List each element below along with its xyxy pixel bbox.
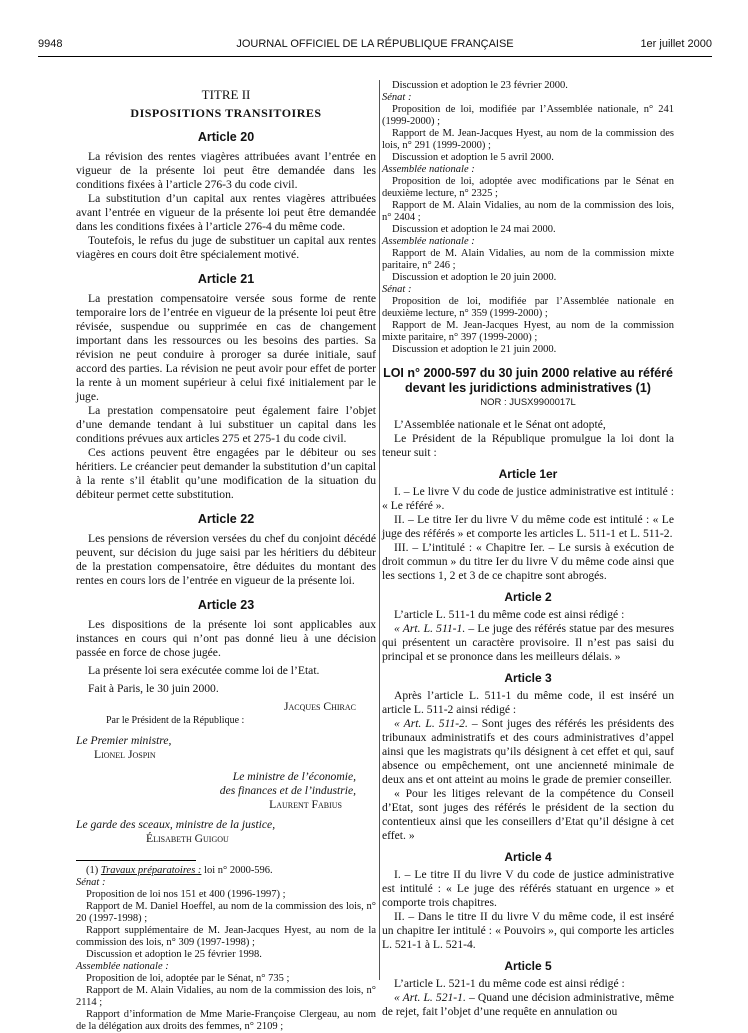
article-heading: Article 23 [197, 598, 255, 612]
article-heading: Article 5 [504, 959, 552, 973]
paragraph: La substitution d’un capital aux rentes viagères attribuées avant l’entrée en vigueur de la présente loi peut être demandée dans les conditions fixées à l’article 276-4 du même code. [76, 192, 376, 233]
paragraph [382, 622, 674, 664]
paragraph: I. – Le livre V du code de justice administrative est intitulé : « Le référé ». [382, 485, 674, 512]
footnote-chamber: Assemblée nationale : [76, 961, 169, 972]
footnote-chamber: Assemblée nationale : [382, 164, 475, 175]
footnote-line: Proposition de loi, modifiée par l’Assemblée nationale en deuxième lecture, n° 359 (1999-2000) ; [382, 296, 674, 319]
paragraph: I. – Le titre II du livre V du code de justice administrative est intitulé : « Le juge des référés statuant en urgence » et comporte trois chapitres. [382, 868, 674, 909]
left-column [76, 80, 376, 1033]
footnote-line: Rapport de M. Alain Vidalies, au nom de la commission mixte paritaire, n° 246 ; [382, 248, 674, 271]
page-header [38, 38, 712, 57]
footnote-line: Rapport de M. Jean-Jacques Hyest, au nom de la commission mixte paritaire, n° 397 (1999-2000) ; [382, 320, 674, 343]
paragraph [382, 991, 674, 1019]
signature-name: Laurent Fabius [269, 798, 342, 811]
titre-heading: TITRE II [201, 87, 251, 102]
article-reference: « Art. L. 511-2. [394, 717, 468, 730]
page-number: 9948 [38, 38, 63, 50]
paragraph: La prestation compensatoire peut également faire l’objet d’une demande tendant à lui substituer un capital dans les conditions prévues aux articles 275 et 275-1 du code civil. [76, 404, 376, 445]
right-column [382, 80, 674, 1019]
journal-title: JOURNAL OFFICIEL DE LA RÉPUBLIQUE FRANÇAISE [236, 38, 514, 50]
footnote-chamber: Sénat : [382, 92, 412, 103]
signature-name: Lionel Jospin [94, 748, 156, 761]
issue-date: 1er juillet 2000 [640, 38, 712, 50]
article-reference: « Art. L. 511-1. [394, 622, 466, 635]
article-heading: Article 21 [197, 272, 255, 286]
paragraph: La prestation compensatoire versée sous forme de rente temporaire lors de l’entrée en vigueur de la présente loi peut être révisée, suspendue ou supprimée en cas de changement important dans les ressources ou les besoins des parties. Sa révision ne peut conduire à proroger sa durée initiale, sauf accord des parties. La révision ne peut avoir pour effet de porter la rente à un moment supérieur à celui fixé initialement par le juge. [76, 292, 376, 403]
nor-reference: NOR : JUSX9900017L [480, 397, 576, 408]
footnote-chamber: Sénat : [76, 877, 106, 888]
paragraph [382, 717, 674, 787]
footnote-line: Discussion et adoption le 21 juin 2000. [392, 344, 557, 355]
footnote-chamber: Assemblée nationale : [382, 236, 475, 247]
footnote-line: Discussion et adoption le 23 février 2000. [392, 80, 568, 91]
signature-name: Élisabeth Guigou [146, 832, 229, 845]
signature-caption: Par le Président de la République : [106, 715, 245, 726]
paragraph-text: – Quand une décision administrative, même de rejet, fait l’objet d’une requête en annulation ou [382, 991, 674, 1018]
footnotes [76, 865, 376, 1033]
article-heading: Article 4 [504, 850, 552, 864]
column-divider [379, 80, 380, 980]
paragraph: III. – L’intitulé : « Chapitre Ier. – Le sursis à exécution de droit commun » du titre Ier du livre V du même code ainsi que les sections 1, 2 et 3 de ce chapitre sont abrogés. [382, 541, 674, 582]
paragraph: La présente loi sera exécutée comme loi de l’Etat. [88, 664, 320, 677]
article-heading: Article 2 [504, 590, 552, 604]
footnote-line: Rapport de M. Alain Vidalies, au nom de la commission des lois, n° 2114 ; [76, 985, 376, 1008]
footnote-rule [76, 860, 196, 861]
paragraph: II. – Dans le titre II du livre V du même code, il est inséré un chapitre Ier intitulé : « Pouvoirs », qui comporte les articles L. 521-1 à L. 521-4. [382, 910, 674, 951]
article-reference: « Art. L. 521-1. [394, 991, 466, 1004]
footnote-text: loi n° 2000-596. [201, 865, 273, 876]
paragraph: Les dispositions de la présente loi sont applicables aux instances en cours qui n’ont pas donné lieu à une décision passée en force de chose jugée. [76, 618, 376, 659]
article-heading: Article 22 [197, 512, 255, 526]
footnote-label: Travaux préparatoires : [100, 865, 202, 876]
signature-title: Le garde des sceaux, ministre de la justice, [76, 818, 276, 831]
footnote-line: Rapport de M. Daniel Hoeffel, au nom de la commission des lois, n° 20 (1997-1998) ; [76, 901, 376, 924]
paragraph: L’article L. 521-1 du même code est ainsi rédigé : [394, 977, 625, 990]
signature-title: Le Premier ministre, [76, 734, 172, 747]
footnote-line: Discussion et adoption le 20 juin 2000. [392, 272, 557, 283]
paragraph: Fait à Paris, le 30 juin 2000. [88, 682, 219, 695]
signature-title: Le ministre de l’économie, [232, 770, 356, 783]
footnote-chamber: Sénat : [382, 284, 412, 295]
section-heading: DISPOSITIONS TRANSITOIRES [130, 106, 322, 120]
paragraph: Le Président de la République promulgue la loi dont la teneur suit : [382, 432, 674, 459]
footnotes-continued [382, 80, 674, 356]
article-heading: Article 3 [504, 671, 552, 685]
article-heading: Article 20 [197, 130, 255, 144]
paragraph-text: – Le juge des référés statue par des mesures qui présentent un caractère provisoire. Il n’est pas saisi du principal et se prononce dans les meilleurs délais. » [382, 622, 674, 663]
paragraph: L’Assemblée nationale et le Sénat ont adopté, [394, 418, 606, 431]
footnote-line: Discussion et adoption le 25 février 1998. [86, 949, 262, 960]
footnote-line [76, 865, 376, 877]
paragraph: « Pour les litiges relevant de la compétence du Conseil d’Etat, sont juges des référés le président de la section du contentieux ainsi que les conseillers d’Etat qu’il désigne à cet effet. » [382, 787, 674, 842]
footnote-line: Rapport supplémentaire de M. Jean-Jacques Hyest, au nom de la commission des lois, n° 309 (1997-1998) ; [76, 925, 376, 948]
footnote-line: Rapport d’information de Mme Marie-Françoise Clergeau, au nom de la délégation aux droits des femmes, n° 2109 ; [76, 1009, 376, 1032]
paragraph: Les pensions de réversion versées du chef du conjoint décédé peuvent, sur décision du juge saisi par les héritiers du débiteur de la prestation compensatoire, être déduites du montant des rentes en cours lors de l’entrée en vigueur de la présente loi. [76, 532, 376, 587]
paragraph: II. – Le titre Ier du livre V du même code est intitulé : « Le juge des référés » et comporte les articles L. 511-1 et L. 511-2. [382, 513, 674, 540]
footnote-line: Proposition de loi nos 151 et 400 (1996-1997) ; [86, 889, 286, 900]
footnote-line: Rapport de M. Alain Vidalies, au nom de la commission des lois, n° 2404 ; [382, 200, 674, 223]
paragraph-text: – Sont juges des référés les présidents des tribunaux administratifs et des cours administratives d’appel ainsi que les magistrats qu’ils désignent à cet effet et qui, sauf absence ou empêchement, ont une ancienneté minimale de deux ans et ont atteint au moins le grade de premier conseiller. [382, 717, 674, 786]
footnote-line: Discussion et adoption le 24 mai 2000. [392, 224, 556, 235]
footnote-line: Proposition de loi, adoptée par le Sénat, n° 735 ; [86, 973, 290, 984]
footnote-line: Proposition de loi, adoptée avec modifications par le Sénat en deuxième lecture, n° 2325 ; [382, 176, 674, 199]
paragraph: Toutefois, le refus du juge de substituer un capital aux rentes viagères en cours doit être spécialement motivé. [76, 234, 376, 261]
paragraph: L’article L. 511-1 du même code est ainsi rédigé : [394, 608, 625, 621]
law-title: LOI n° 2000-597 du 30 juin 2000 relative au référé devant les juridictions administratives (1) [383, 366, 673, 395]
footnote-line: Discussion et adoption le 5 avril 2000. [392, 152, 554, 163]
paragraph: La révision des rentes viagères attribuées avant l’entrée en vigueur de la présente loi peut être demandée dans les conditions fixées à l’article 276-3 du code civil. [76, 150, 376, 191]
signature-title: des finances et de l’industrie, [219, 784, 356, 797]
signature-president: Jacques Chirac [283, 700, 356, 713]
paragraph: Ces actions peuvent être engagées par le débiteur ou ses héritiers. Le créancier peut demander la substitution d’un capital à la rente s’il établit qu’une modification de la situation du débiteur permet cette substitution. [76, 446, 376, 501]
article-heading: Article 1er [498, 467, 558, 481]
paragraph: Après l’article L. 511-1 du même code, il est inséré un article L. 511-2 ainsi rédigé : [382, 689, 674, 716]
footnote-line: Proposition de loi, modifiée par l’Assemblée nationale, n° 241 (1999-2000) ; [382, 104, 674, 127]
footnote-marker: (1) [86, 865, 101, 876]
footnote-line: Rapport de M. Jean-Jacques Hyest, au nom de la commission des lois, n° 291 (1999-2000) ; [382, 128, 674, 151]
